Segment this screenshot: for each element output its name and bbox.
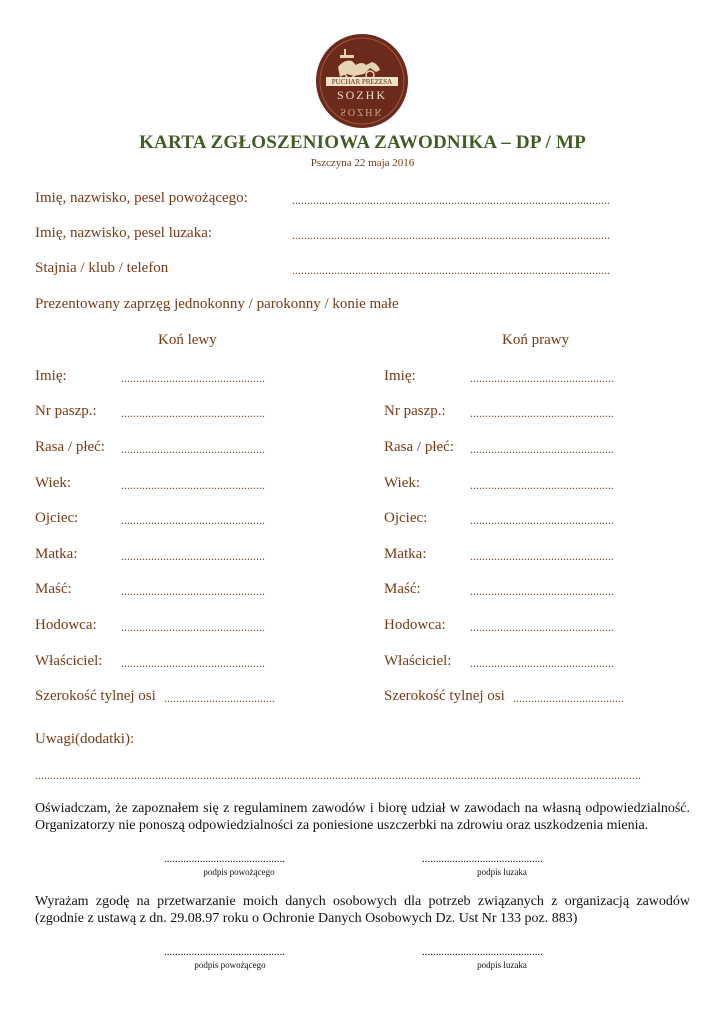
groom-signature-line-1[interactable]: ............................................ — [422, 853, 543, 865]
right-name-label: Imię: — [384, 368, 416, 384]
sozhk-logo — [314, 33, 410, 129]
left-breed-label: Rasa / płeć: — [35, 439, 105, 455]
right-breeder-field[interactable]: ................................................ — [470, 620, 614, 634]
right-passport-field[interactable]: ................................................ — [470, 406, 614, 420]
driver-signature-line-2[interactable]: ............................................ — [164, 946, 285, 958]
driver-signature-line-1[interactable]: ............................................ — [164, 853, 285, 865]
right-dam-label: Matka: — [384, 546, 427, 562]
page-title: KARTA ZGŁOSZENIOWA ZAWODNIKA – DP / MP — [139, 132, 586, 153]
left-horse-heading: Koń lewy — [158, 332, 217, 348]
left-breed-field[interactable]: ................................................ — [121, 442, 265, 456]
left-color-field[interactable]: ................................................ — [121, 584, 265, 598]
left-axle-field[interactable]: ..................................... — [164, 691, 275, 705]
left-breeder-label: Hodowca: — [35, 617, 97, 633]
right-color-field[interactable]: ................................................ — [470, 584, 614, 598]
driver-field[interactable]: .......................................................................................................... — [292, 193, 610, 207]
right-sire-label: Ojciec: — [384, 510, 428, 526]
left-passport-label: Nr paszp.: — [35, 403, 97, 419]
right-name-field[interactable]: ................................................ — [470, 371, 614, 385]
right-breeder-label: Hodowca: — [384, 617, 446, 633]
groom-signature-caption-2: podpis luzaka — [477, 960, 527, 970]
stable-field[interactable]: .......................................................................................................... — [292, 263, 610, 277]
event-date: Pszczyna 22 maja 2016 — [310, 157, 415, 169]
groom-label: Imię, nazwisko, pesel luzaka: — [35, 225, 213, 241]
right-passport-label: Nr paszp.: — [384, 403, 446, 419]
right-color-label: Maść: — [384, 581, 421, 597]
driver-label: Imię, nazwisko, pesel powożącego: — [35, 190, 248, 206]
right-dam-field[interactable]: ................................................ — [470, 549, 614, 563]
driver-signature-caption-1: podpis powożącego — [203, 867, 275, 877]
left-owner-label: Właściciel: — [35, 653, 103, 669]
groom-field[interactable]: .......................................................................................................... — [292, 228, 610, 242]
left-sire-label: Ojciec: — [35, 510, 79, 526]
groom-signature-line-2[interactable]: ............................................ — [422, 946, 543, 958]
left-name-label: Imię: — [35, 368, 67, 384]
left-color-label: Maść: — [35, 581, 72, 597]
right-age-field[interactable]: ................................................ — [470, 478, 614, 492]
groom-signature-caption-1: podpis luzaka — [477, 867, 527, 877]
logo-name-text: SOZHK — [336, 88, 388, 102]
left-dam-label: Matka: — [35, 546, 78, 562]
right-owner-label: Właściciel: — [384, 653, 452, 669]
left-breeder-field[interactable]: ................................................ — [121, 620, 265, 634]
right-age-label: Wiek: — [384, 475, 421, 491]
remarks-label: Uwagi(dodatki): — [35, 731, 135, 747]
left-age-field[interactable]: ................................................ — [121, 478, 265, 492]
left-owner-field[interactable]: ................................................ — [121, 656, 265, 670]
left-name-field[interactable]: ................................................ — [121, 371, 265, 385]
right-owner-field[interactable]: ................................................ — [470, 656, 614, 670]
right-breed-label: Rasa / płeć: — [384, 439, 454, 455]
logo-name-mirror: SOZHK — [340, 106, 384, 117]
logo-banner-text: PUCHAR PREZESA — [331, 78, 393, 86]
stable-label: Stajnia / klub / telefon — [35, 260, 169, 276]
remarks-field[interactable]: .......................................................................................................................................................................................................... — [35, 768, 641, 782]
right-sire-field[interactable]: ................................................ — [470, 513, 614, 527]
left-passport-field[interactable]: ................................................ — [121, 406, 265, 420]
right-axle-field[interactable]: ..................................... — [513, 691, 624, 705]
left-axle-label: Szerokość tylnej osi — [35, 688, 156, 704]
driver-signature-caption-2: podpis powożącego — [194, 960, 266, 970]
right-axle-label: Szerokość tylnej osi — [384, 688, 505, 704]
right-horse-heading: Koń prawy — [502, 332, 570, 348]
left-dam-field[interactable]: ................................................ — [121, 549, 265, 563]
consent-text: Wyrażam zgodę na przetwarzanie moich danych osobowych dla potrzeb związanych z organizacją zawodów (zgodnie z ustawą z dn. 29.08.97 roku o Ochronie Danych Osobowych Dz. Ust Nr 133 poz. 883) — [35, 894, 690, 926]
right-breed-field[interactable]: ................................................ — [470, 442, 614, 456]
carriage-type-label: Prezentowany zaprzęg jednokonny / parokonny / konie małe — [35, 296, 399, 312]
left-sire-field[interactable]: ................................................ — [121, 513, 265, 527]
declaration-text: Oświadczam, że zapoznałem się z regulaminem zawodów i biorę udział w zawodach na własną odpowiedzialność. Organizatorzy nie ponoszą odpowiedzialności za poniesione uszczerbki na zdrowiu oraz uszkodzenia mienia. — [35, 801, 690, 833]
left-age-label: Wiek: — [35, 475, 72, 491]
